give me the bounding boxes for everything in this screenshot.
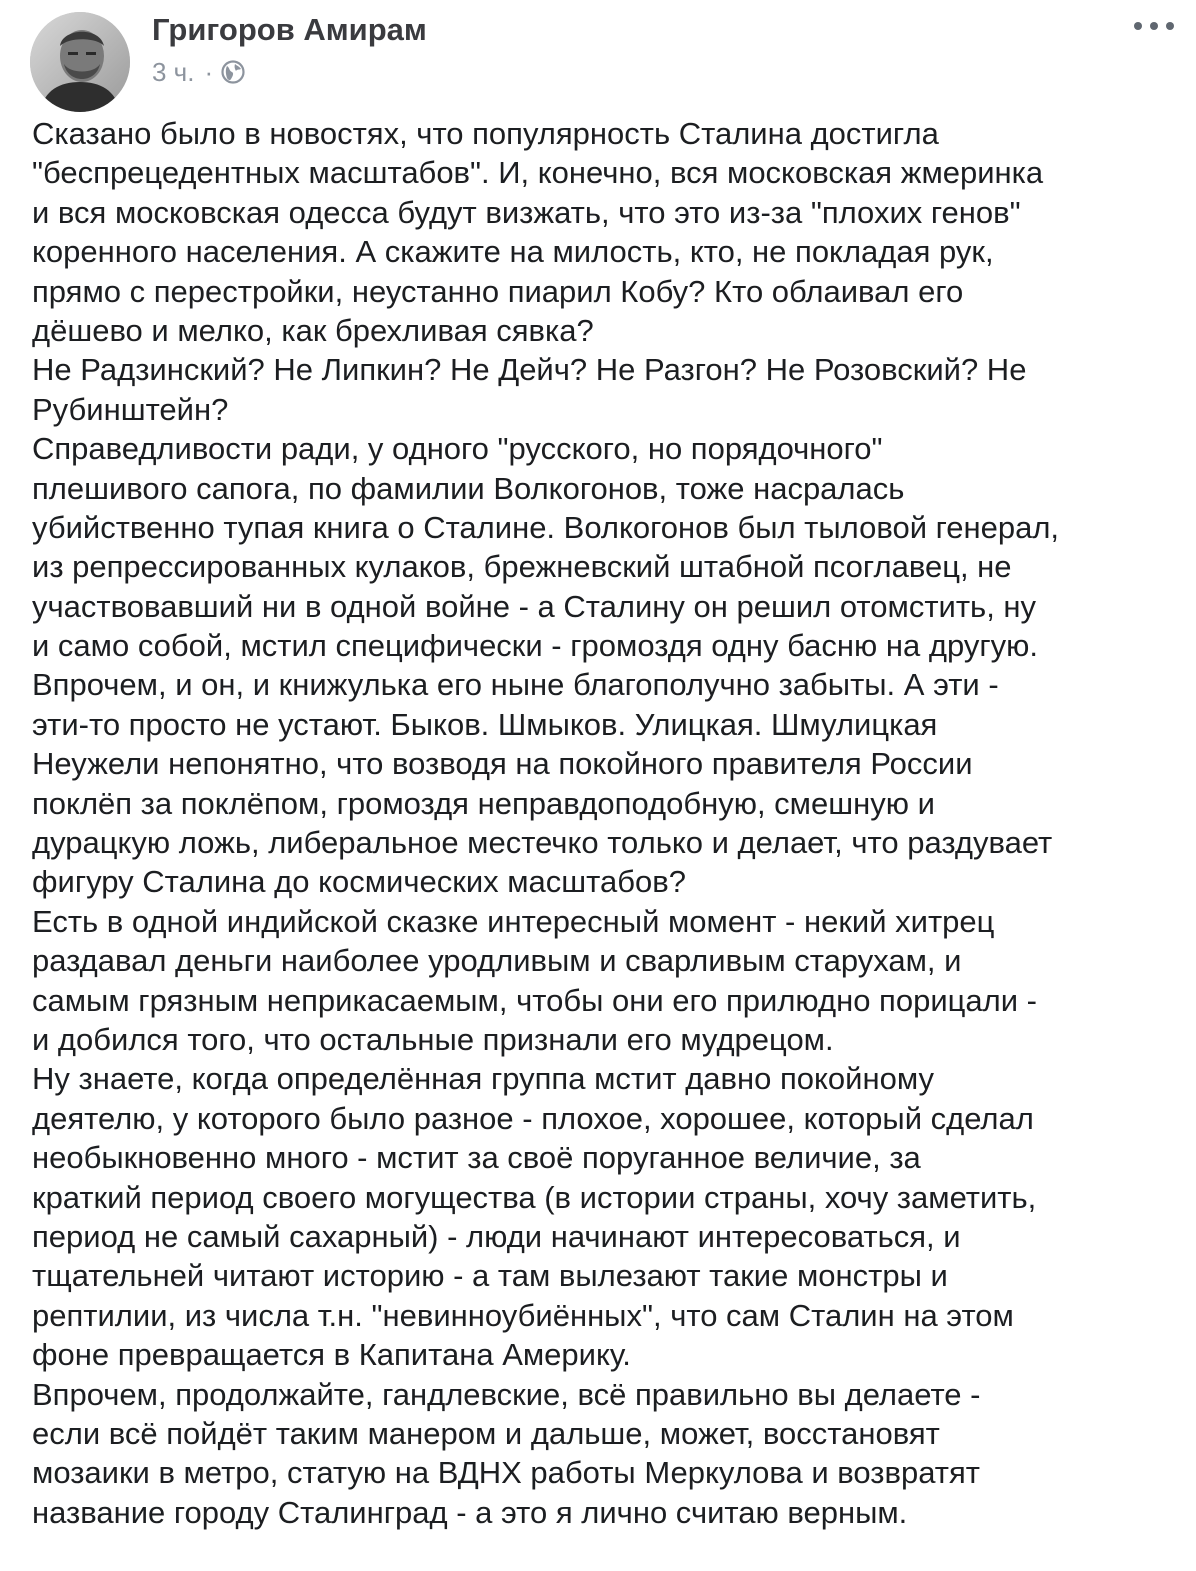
- post-text-line: и вся московская одесса будут визжать, что это из-за "плохих генов": [32, 194, 1021, 230]
- more-dot-icon: [1166, 22, 1174, 30]
- post-text-line: Справедливости ради, у одного "русского, но порядочного": [32, 431, 883, 467]
- post-text-line: рептилии, из числа т.н. "невинноубиённых", что сам Сталин на этом: [32, 1297, 1014, 1333]
- post-text-line: поклёп за поклёпом, громоздя неправдоподобную, смешную и: [32, 785, 935, 821]
- post-text-line: дурацкую ложь, либеральное местечко только и делает, что раздувает: [32, 825, 1053, 861]
- post-text-line: самым грязным неприкасаемым, чтобы они его прилюдно порицали -: [32, 982, 1037, 1018]
- post-text-line: Впрочем, продолжайте, гандлевские, всё правильно вы делаете -: [32, 1376, 981, 1412]
- post-text-line: Не Радзинский? Не Липкин? Не Дейч? Не Разгон? Не Розовский? Не: [32, 352, 1027, 388]
- post-text-line: "беспрецедентных масштабов". И, конечно, вся московская жмеринка: [32, 155, 1044, 191]
- post-text-line: Ну знаете, когда определённая группа мстит давно покойному: [32, 1061, 934, 1097]
- more-options-button[interactable]: [1134, 14, 1174, 38]
- post-text-line: и добился того, что остальные признали его мудрецом.: [32, 1021, 834, 1057]
- more-dot-icon: [1134, 22, 1142, 30]
- post-meta: [152, 56, 245, 88]
- post-body: [32, 114, 1192, 1532]
- post-text-line: убийственно тупая книга о Сталине. Волкогонов был тыловой генерал,: [32, 509, 1060, 545]
- post-text-line: если всё пойдёт таким манером и дальше, может, восстановят: [32, 1415, 940, 1451]
- post-text-line: раздавал деньги наиболее уродливым и сварливым старухам, и: [32, 943, 962, 979]
- post-text-line: коренного населения. А скажите на милость, кто, не покладая рук,: [32, 234, 994, 270]
- post-text-line: и само собой, мстил специфически - громоздя одну басню на другую.: [32, 628, 1039, 664]
- post-text-line: необыкновенно много - мстит за своё поруганное величие, за: [32, 1140, 921, 1176]
- post-text-line: мозаики в метро, статую на ВДНХ работы Меркулова и возвратят: [32, 1455, 980, 1491]
- post-text-line: эти-то просто не устают. Быков. Шмыков. Улицкая. Шмулицкая: [32, 706, 938, 742]
- post-text-line: краткий период своего могущества (в истории страны, хочу заметить,: [32, 1179, 1037, 1215]
- author-name[interactable]: Григоров Амирам: [152, 12, 427, 47]
- post-text-line: Рубинштейн?: [32, 391, 229, 427]
- author-avatar[interactable]: [30, 12, 130, 112]
- post-text-line: название городу Сталинград - а это я лично считаю верным.: [32, 1494, 908, 1530]
- post-text-line: из репрессированных кулаков, брежневский штабной псоглавец, не: [32, 549, 1012, 585]
- post-text-line: фоне превращается в Капитана Америку.: [32, 1337, 631, 1373]
- meta-separator: ·: [204, 56, 214, 87]
- post-text-line: Впрочем, и он, и книжулька его ныне благополучно забыты. А эти -: [32, 667, 999, 703]
- post-text-line: Сказано было в новостях, что популярность Сталина достигла: [32, 116, 939, 151]
- post-text-line: период не самый сахарный) - люди начинают интересоваться, и: [32, 1218, 961, 1254]
- post-text-line: прямо с перестройки, неустанно пиарил Кобу? Кто облаивал его: [32, 273, 964, 309]
- globe-icon[interactable]: [221, 60, 245, 84]
- post-text-line: Есть в одной индийской сказке интересный момент - некий хитрец: [32, 903, 995, 939]
- post-text-line: плешивого сапога, по фамилии Волкогонов, тоже насралась: [32, 470, 905, 506]
- post-timestamp[interactable]: 3 ч.: [152, 56, 195, 87]
- post-text-line: фигуру Сталина до космических масштабов?: [32, 864, 686, 900]
- post-text-line: деятелю, у которого было разное - плохое, хорошее, который сделал: [32, 1100, 1034, 1136]
- post-text-line: Неужели непонятно, что возводя на покойного правителя России: [32, 746, 973, 782]
- post-text-line: участвовавший ни в одной войне - а Сталину он решил отомстить, ну: [32, 588, 1037, 624]
- post-text-line: тщательней читают историю - а там вылезают такие монстры и: [32, 1258, 948, 1294]
- post-text-line: дёшево и мелко, как брехливая сявка?: [32, 312, 594, 348]
- more-dot-icon: [1150, 22, 1158, 30]
